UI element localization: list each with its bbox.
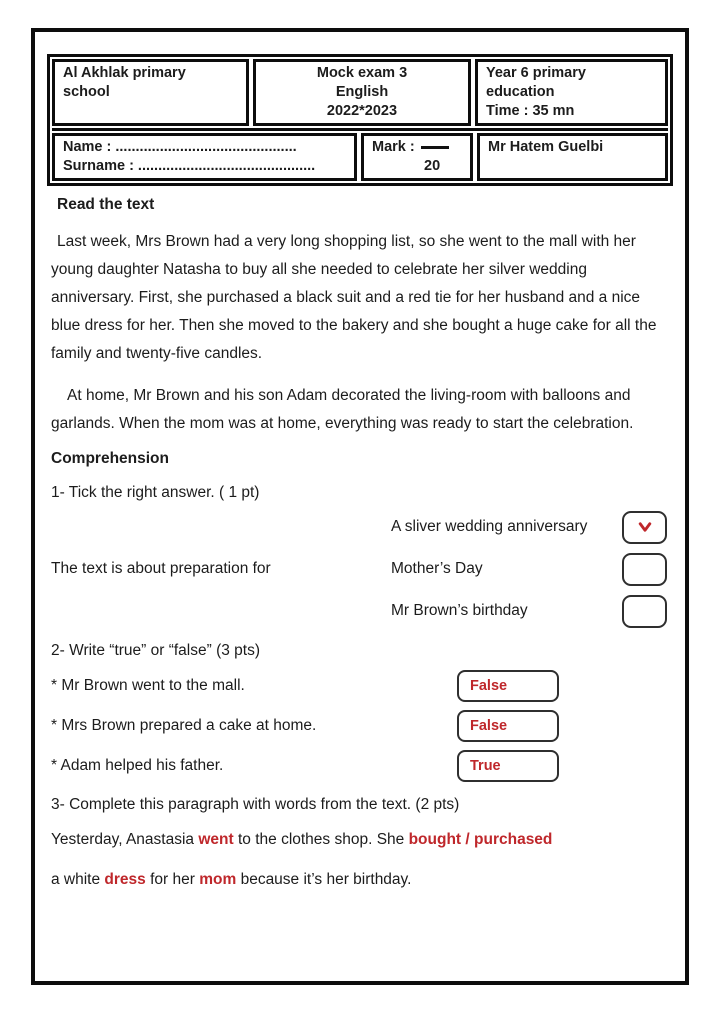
q2-statement-3: * Adam helped his father. [51, 757, 224, 774]
mark-cell [361, 133, 473, 181]
q3-text-segment: because it’s her birthday. [236, 871, 412, 888]
exam-content [35, 194, 685, 892]
grade-line2: education [486, 84, 555, 100]
q2-answer-text-3: True [470, 758, 501, 774]
check-icon [635, 519, 655, 535]
q1-option-label-mothers-day: Mother’s Day [391, 560, 483, 577]
q2-answer-box-1[interactable] [457, 670, 559, 702]
header-table [47, 54, 673, 186]
q2-statement-1: * Mr Brown went to the mall. [51, 677, 245, 694]
q1-option-row [51, 548, 667, 590]
header-row-2 [52, 133, 668, 181]
header-divider [52, 128, 668, 131]
exam-cell [253, 59, 471, 126]
reading-paragraph-1: Last week, Mrs Brown had a very long shopping list, so she went to the mall with her young daughter Natasha to buy all she needed to celebrate her silver wedding anniversary. First, she purchased a black suit and a red tie for her husband and a nice blue dress for her. Then she moved to the bakery and she bought a huge cake for all the family and twenty-five candles. [51, 233, 657, 362]
grade-line1: Year 6 primary [486, 65, 586, 81]
exam-title: Mock exam 3 [316, 65, 408, 81]
name-cell [52, 133, 357, 181]
mark-total: 20 [424, 158, 441, 174]
q3-text-segment: to the clothes shop. She [233, 831, 409, 848]
question-1-options [51, 506, 667, 632]
header-row-1 [52, 59, 668, 126]
name-field[interactable]: Name : ............................................. [63, 139, 297, 155]
q1-stem: The text is about preparation for [51, 560, 271, 577]
question-3-label: 3- Complete this paragraph with words from the text. (2 pts) [51, 796, 460, 813]
q2-item-row [51, 666, 667, 706]
q3-paragraph-line-1 [51, 828, 667, 852]
mark-label: Mark : [372, 139, 415, 155]
q1-option-label-anniversary: A sliver wedding anniversary [391, 518, 588, 535]
q2-item-row [51, 706, 667, 746]
q1-option-label-birthday: Mr Brown’s birthday [391, 602, 528, 619]
q3-answer-word: mom [199, 871, 237, 888]
mark-line [372, 138, 462, 157]
q3-answer-word: bought / purchased [408, 831, 553, 848]
comprehension-heading: Comprehension [51, 450, 169, 467]
teacher-cell: Mr Hatem Guelbi [477, 133, 668, 181]
q2-item-row [51, 746, 667, 786]
q2-answer-box-3[interactable] [457, 750, 559, 782]
surname-field[interactable]: Surname : ............................................ [63, 158, 316, 174]
question-2-items [51, 666, 667, 786]
school-name-line2: school [63, 84, 110, 100]
exam-subject: English [335, 84, 389, 100]
school-cell [52, 59, 249, 126]
q1-option-row [51, 590, 667, 632]
year-cell [475, 59, 668, 126]
question-1-label: 1- Tick the right answer. ( 1 pt) [51, 484, 260, 501]
q1-checkbox-anniversary[interactable] [622, 511, 667, 544]
read-the-text-heading: Read the text [57, 196, 155, 213]
q2-answer-text-2: False [470, 718, 508, 734]
q1-checkbox-birthday[interactable] [622, 595, 667, 628]
q1-option-row [51, 506, 667, 548]
q3-answer-word: went [198, 831, 234, 848]
question-2-label: 2- Write “true” or “false” (3 pts) [51, 642, 261, 659]
q2-answer-box-2[interactable] [457, 710, 559, 742]
q2-answer-text-1: False [470, 678, 508, 694]
q3-paragraph-line-2 [51, 868, 667, 892]
q3-text-segment: a white [51, 871, 105, 888]
page-border-frame [31, 28, 689, 985]
mark-fraction-bar [421, 146, 449, 150]
q1-checkbox-mothers-day[interactable] [622, 553, 667, 586]
school-name-line1: Al Akhlak primary [63, 65, 186, 81]
exam-year: 2022*2023 [326, 103, 398, 119]
q3-text-segment: for her [145, 871, 200, 888]
q3-text-segment: Yesterday, Anastasia [51, 831, 199, 848]
time-limit: Time : 35 mn [486, 103, 575, 119]
reading-paragraph-2: At home, Mr Brown and his son Adam decorated the living-room with balloons and garlands. When the mom was at home, everything was ready to start the celebration. [51, 387, 634, 432]
q2-statement-2: * Mrs Brown prepared a cake at home. [51, 717, 317, 734]
q3-answer-word: dress [104, 871, 146, 888]
